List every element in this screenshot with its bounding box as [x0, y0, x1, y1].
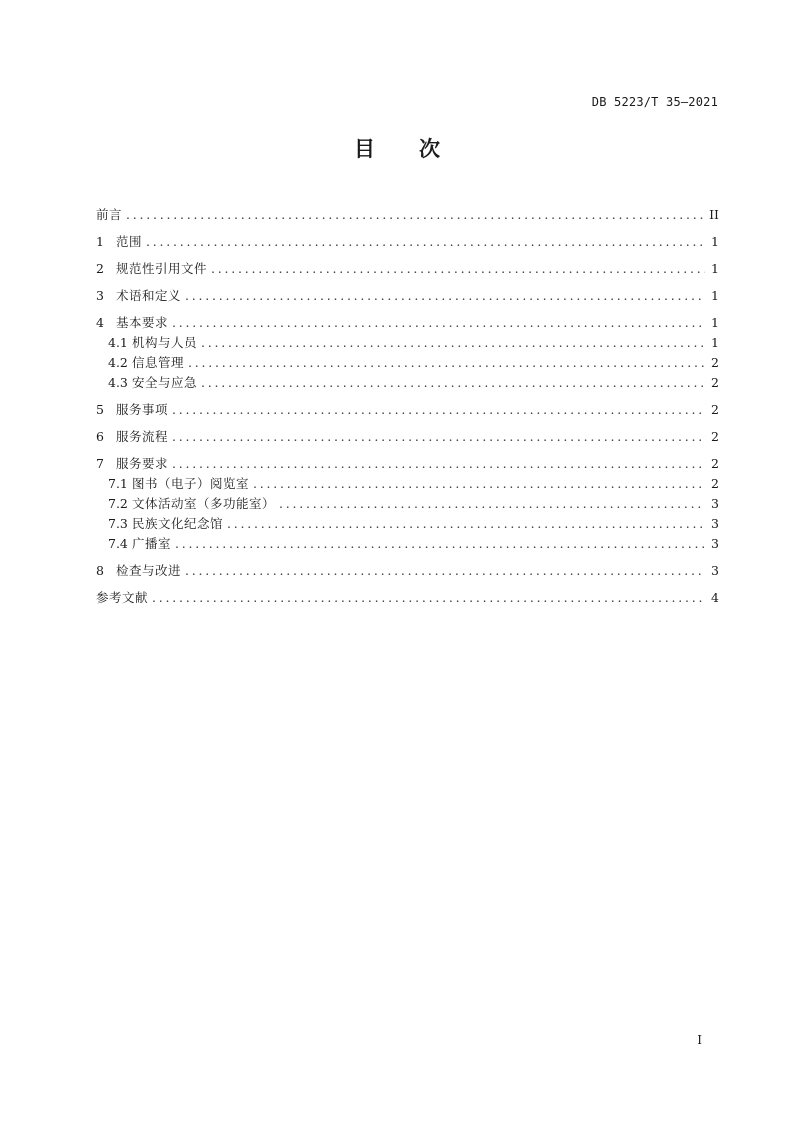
page-title: 目次 [354, 137, 484, 161]
toc-entry[interactable] [96, 534, 719, 554]
toc-entry-label: 范围 [116, 234, 143, 249]
toc-entry-number: 4 [96, 315, 104, 330]
toc-entry[interactable] [96, 514, 719, 534]
toc-entry-label: 信息管理 [132, 355, 185, 370]
toc-dot-leader [201, 373, 705, 393]
toc-entry-label: 民族文化纪念馆 [132, 516, 224, 531]
toc-entry-number: 4.1 [108, 335, 128, 350]
toc-entry-page: 2 [711, 375, 719, 390]
toc-entry-page: 2 [711, 456, 719, 471]
toc-dot-leader [172, 400, 705, 420]
toc-dot-leader [227, 514, 705, 534]
toc-entry-label: 服务事项 [116, 402, 169, 417]
toc-entry-page: 2 [711, 429, 719, 444]
toc-entry[interactable] [96, 427, 719, 447]
toc-entry[interactable] [96, 373, 719, 393]
toc-entry-label: 术语和定义 [116, 288, 182, 303]
toc-entry-number: 5 [96, 402, 104, 417]
toc-dot-leader [152, 588, 705, 608]
toc-entry-number: 4.2 [108, 355, 128, 370]
toc-entry[interactable] [96, 353, 719, 373]
toc-entry-number: 2 [96, 261, 104, 276]
toc-entry-page: 1 [711, 288, 719, 303]
toc-entry[interactable] [96, 259, 719, 279]
toc-entry-number: 7.2 [108, 496, 128, 511]
toc-entry-page: 3 [711, 516, 719, 531]
toc-entry-label: 检查与改进 [116, 563, 182, 578]
toc-dot-leader [185, 561, 705, 581]
toc-dot-leader [172, 427, 705, 447]
toc-entry[interactable] [96, 333, 719, 353]
toc-entry-page: 2 [711, 476, 719, 491]
toc-entry-page: 1 [711, 261, 719, 276]
toc-entry-number: 3 [96, 288, 104, 303]
toc-dot-leader [146, 232, 705, 252]
toc-entry-label: 规范性引用文件 [116, 261, 208, 276]
document-code: DB 5223/T 35—2021 [591, 95, 718, 109]
toc-dot-leader [188, 353, 705, 373]
toc-entry-label: 服务要求 [116, 456, 169, 471]
toc-entry-label: 图书（电子）阅览室 [132, 476, 250, 491]
toc-entry-page: 2 [711, 402, 719, 417]
toc-dot-leader [279, 494, 705, 514]
toc-entry[interactable] [96, 205, 719, 225]
toc-entry-page: 1 [711, 234, 719, 249]
toc-entry-number: 7.1 [108, 476, 128, 491]
toc-entry-label: 文体活动室（多功能室） [132, 496, 276, 511]
toc-dot-leader [172, 454, 705, 474]
toc-entry-number: 7.3 [108, 516, 128, 531]
toc-entry[interactable] [96, 286, 719, 306]
toc-entry-label: 前言 [96, 207, 123, 222]
toc-dot-leader [201, 333, 705, 353]
toc-entry-number: 7.4 [108, 536, 128, 551]
toc-entry-number: 1 [96, 234, 104, 249]
toc-dot-leader [211, 259, 705, 279]
toc-entry[interactable] [96, 474, 719, 494]
toc-entry-number: 7 [96, 456, 104, 471]
toc-entry-label: 参考文献 [96, 590, 149, 605]
toc-entry-page: 2 [711, 355, 719, 370]
toc-entry-number: 4.3 [108, 375, 128, 390]
toc-dot-leader [126, 205, 705, 225]
table-of-contents [96, 205, 719, 608]
toc-entry-page: 3 [711, 563, 719, 578]
toc-entry-page: 3 [711, 496, 719, 511]
toc-entry-label: 服务流程 [116, 429, 169, 444]
toc-entry[interactable] [96, 561, 719, 581]
toc-dot-leader [172, 313, 705, 333]
toc-dot-leader [175, 534, 705, 554]
toc-entry[interactable] [96, 588, 719, 608]
toc-entry-page: II [709, 207, 719, 222]
toc-entry-page: 1 [711, 335, 719, 350]
toc-entry-label: 基本要求 [116, 315, 169, 330]
toc-entry[interactable] [96, 454, 719, 474]
toc-entry[interactable] [96, 313, 719, 333]
toc-entry-label: 机构与人员 [132, 335, 198, 350]
toc-dot-leader [253, 474, 705, 494]
toc-dot-leader [185, 286, 705, 306]
toc-entry-number: 8 [96, 563, 104, 578]
toc-entry-page: 3 [711, 536, 719, 551]
toc-entry-page: 1 [711, 315, 719, 330]
toc-entry[interactable] [96, 232, 719, 252]
toc-entry-label: 广播室 [132, 536, 172, 551]
toc-entry[interactable] [96, 400, 719, 420]
toc-entry-label: 安全与应急 [132, 375, 198, 390]
toc-entry-number: 6 [96, 429, 104, 444]
toc-entry[interactable] [96, 494, 719, 514]
page-number: I [697, 1033, 702, 1047]
toc-entry-page: 4 [711, 590, 719, 605]
